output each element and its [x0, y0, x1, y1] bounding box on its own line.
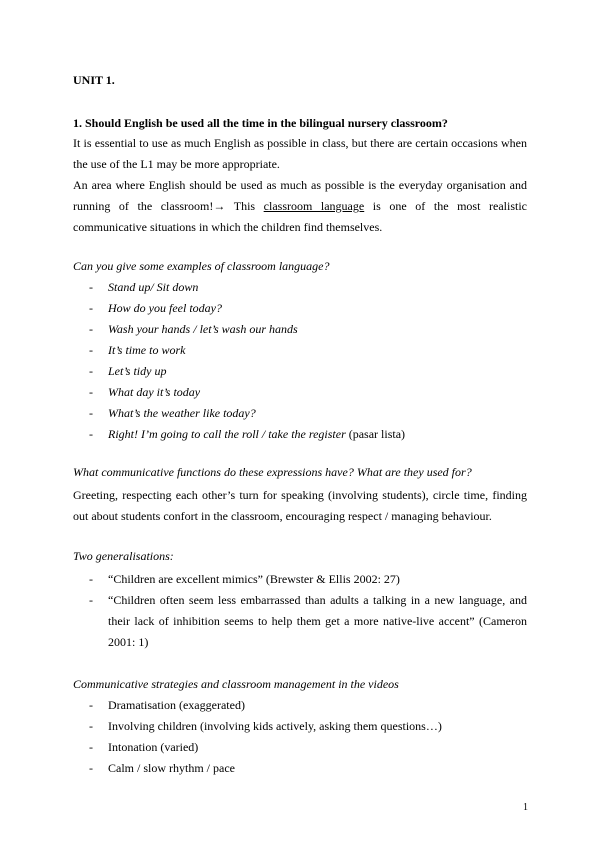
list-item: - Involving children (involving kids actively, asking them questions…)	[73, 716, 527, 737]
list-item: - Calm / slow rhythm / pace	[73, 758, 527, 779]
strategies-list	[73, 695, 527, 779]
list-item: - It’s time to work	[73, 340, 527, 361]
bullet-dash: -	[89, 572, 93, 586]
bullet-dash: -	[89, 761, 93, 775]
classroom-language-list	[73, 277, 527, 445]
bullet-dash: -	[89, 280, 93, 294]
bullet-dash: -	[89, 427, 93, 441]
list-item: - “Children are excellent mimics” (Brewster & Ellis 2002: 27)	[73, 569, 527, 590]
list-item: - Dramatisation (exaggerated)	[73, 695, 527, 716]
list-item: - What day it’s today	[73, 382, 527, 403]
bullet-dash: -	[89, 719, 93, 733]
list-item: - Intonation (varied)	[73, 737, 527, 758]
generalisations-title: Two generalisations:	[73, 549, 174, 563]
list-item: - Wash your hands / let’s wash our hands	[73, 319, 527, 340]
intro-paragraph: It is essential to use as much English as possible in class, but there are certain occasions when the use of the L1 may be more appropriate.	[73, 136, 527, 171]
bullet-dash: -	[89, 740, 93, 754]
area-text-prefix: An area where English should be used as much as possible is the everyday organisation and running of the classroom!→ This	[73, 178, 527, 213]
bullet-dash: -	[89, 593, 93, 607]
list-item: - What’s the weather like today?	[73, 403, 527, 424]
list-item: - Stand up/ Sit down	[73, 277, 527, 298]
functions-question: What communicative functions do these expressions have? What are they used for?	[73, 465, 472, 479]
page-number: 1	[523, 802, 528, 813]
bullet-dash: -	[89, 343, 93, 357]
bullet-dash: -	[89, 301, 93, 315]
section-heading: 1. Should English be used all the time in the bilingual nursery classroom?	[73, 116, 448, 130]
bullet-dash: -	[89, 385, 93, 399]
list-item: - How do you feel today?	[73, 298, 527, 319]
list-item: - Right! I’m going to call the roll / take the register (pasar lista)	[73, 424, 527, 445]
list-item: - “Children often seem less embarrassed than adults a talking in a new language, and their lack of inhibition seems to help them get a more native-live accent” (Cameron 2001: 1)	[73, 590, 527, 653]
examples-question: Can you give some examples of classroom language?	[73, 259, 330, 273]
list-item: - Let’s tidy up	[73, 361, 527, 382]
classroom-organisation-paragraph	[73, 175, 527, 238]
bullet-dash: -	[89, 406, 93, 420]
bullet-dash: -	[89, 698, 93, 712]
generalisations-list	[73, 569, 527, 653]
bullet-dash: -	[89, 322, 93, 336]
bullet-dash: -	[89, 364, 93, 378]
classroom-language-term: classroom language	[263, 199, 365, 213]
strategies-title: Communicative strategies and classroom management in the videos	[73, 677, 399, 691]
translation-note: (pasar lista)	[345, 427, 406, 441]
functions-answer: Greeting, respecting each other’s turn for speaking (involving students), circle time, finding out about students confort in the classroom, encouraging respect / managing behaviour.	[73, 488, 527, 523]
area-text-suffix: is one of the most realistic communicative situations in which the children find themselves.	[73, 199, 528, 234]
unit-title: UNIT 1.	[73, 73, 115, 87]
